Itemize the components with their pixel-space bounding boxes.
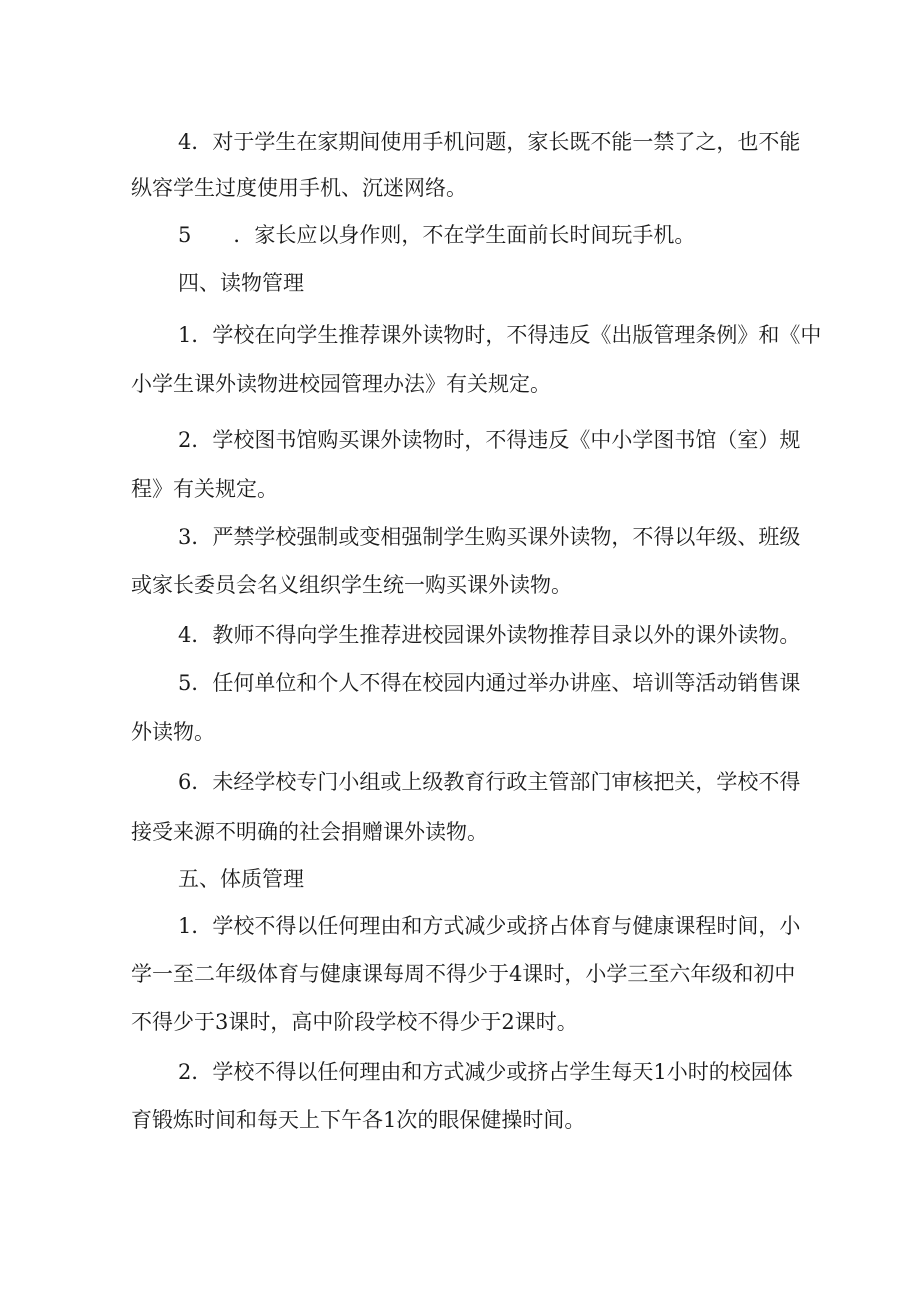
paragraph-reading-3-line-1: 3．严禁学校强制或变相强制学生购买课外读物，不得以年级、班级 [178,525,801,549]
section-heading-reading: 四、读物管理 [178,271,304,295]
paragraph-reading-6-line-1: 6．未经学校专门小组或上级教育行政主管部门审核把关，学校不得 [178,770,801,794]
paragraph-reading-5-line-2: 外读物。 [131,720,215,744]
paragraph-physical-1-line-3: 不得少于3课时，高中阶段学校不得少于2课时。 [131,1010,578,1034]
paragraph-phone-4-line-2: 纵容学生过度使用手机、沉迷网络。 [131,176,467,200]
paragraph-reading-1-line-2: 小学生课外读物进校园管理办法》有关规定。 [131,372,551,396]
paragraph-phone-4-line-1: 4．对于学生在家期间使用手机问题，家长既不能一禁了之，也不能 [178,130,801,154]
paragraph-physical-1-line-2: 学一至二年级体育与健康课每周不得少于4课时，小学三至六年级和初中 [131,962,796,986]
section-heading-physical: 五、体质管理 [178,867,304,891]
paragraph-reading-3-line-2: 或家长委员会名义组织学生统一购买课外读物。 [131,573,572,597]
paragraph-reading-2-line-2: 程》有关规定。 [131,477,278,501]
paragraph-phone-5: 5 ．家长应以身作则，不在学生面前长时间玩手机。 [178,223,696,247]
paragraph-physical-1-line-1: 1．学校不得以任何理由和方式减少或挤占体育与健康课程时间，小 [178,914,801,938]
paragraph-physical-2-line-2: 育锻炼时间和每天上下午各1次的眼保健操时间。 [131,1108,586,1132]
paragraph-reading-4: 4．教师不得向学生推荐进校园课外读物推荐目录以外的课外读物。 [178,623,801,647]
paragraph-reading-2-line-1: 2．学校图书馆购买课外读物时，不得违反《中小学图书馆（室）规 [178,428,801,452]
paragraph-reading-5-line-1: 5．任何单位和个人不得在校园内通过举办讲座、培训等活动销售课 [178,671,801,695]
paragraph-physical-2-line-1: 2．学校不得以任何理由和方式减少或挤占学生每天1小时的校园体 [178,1060,793,1084]
paragraph-reading-1-line-1: 1．学校在向学生推荐课外读物时，不得违反《出版管理条例》和《中 [178,323,822,347]
paragraph-reading-6-line-2: 接受来源不明确的社会捐赠课外读物。 [131,820,488,844]
